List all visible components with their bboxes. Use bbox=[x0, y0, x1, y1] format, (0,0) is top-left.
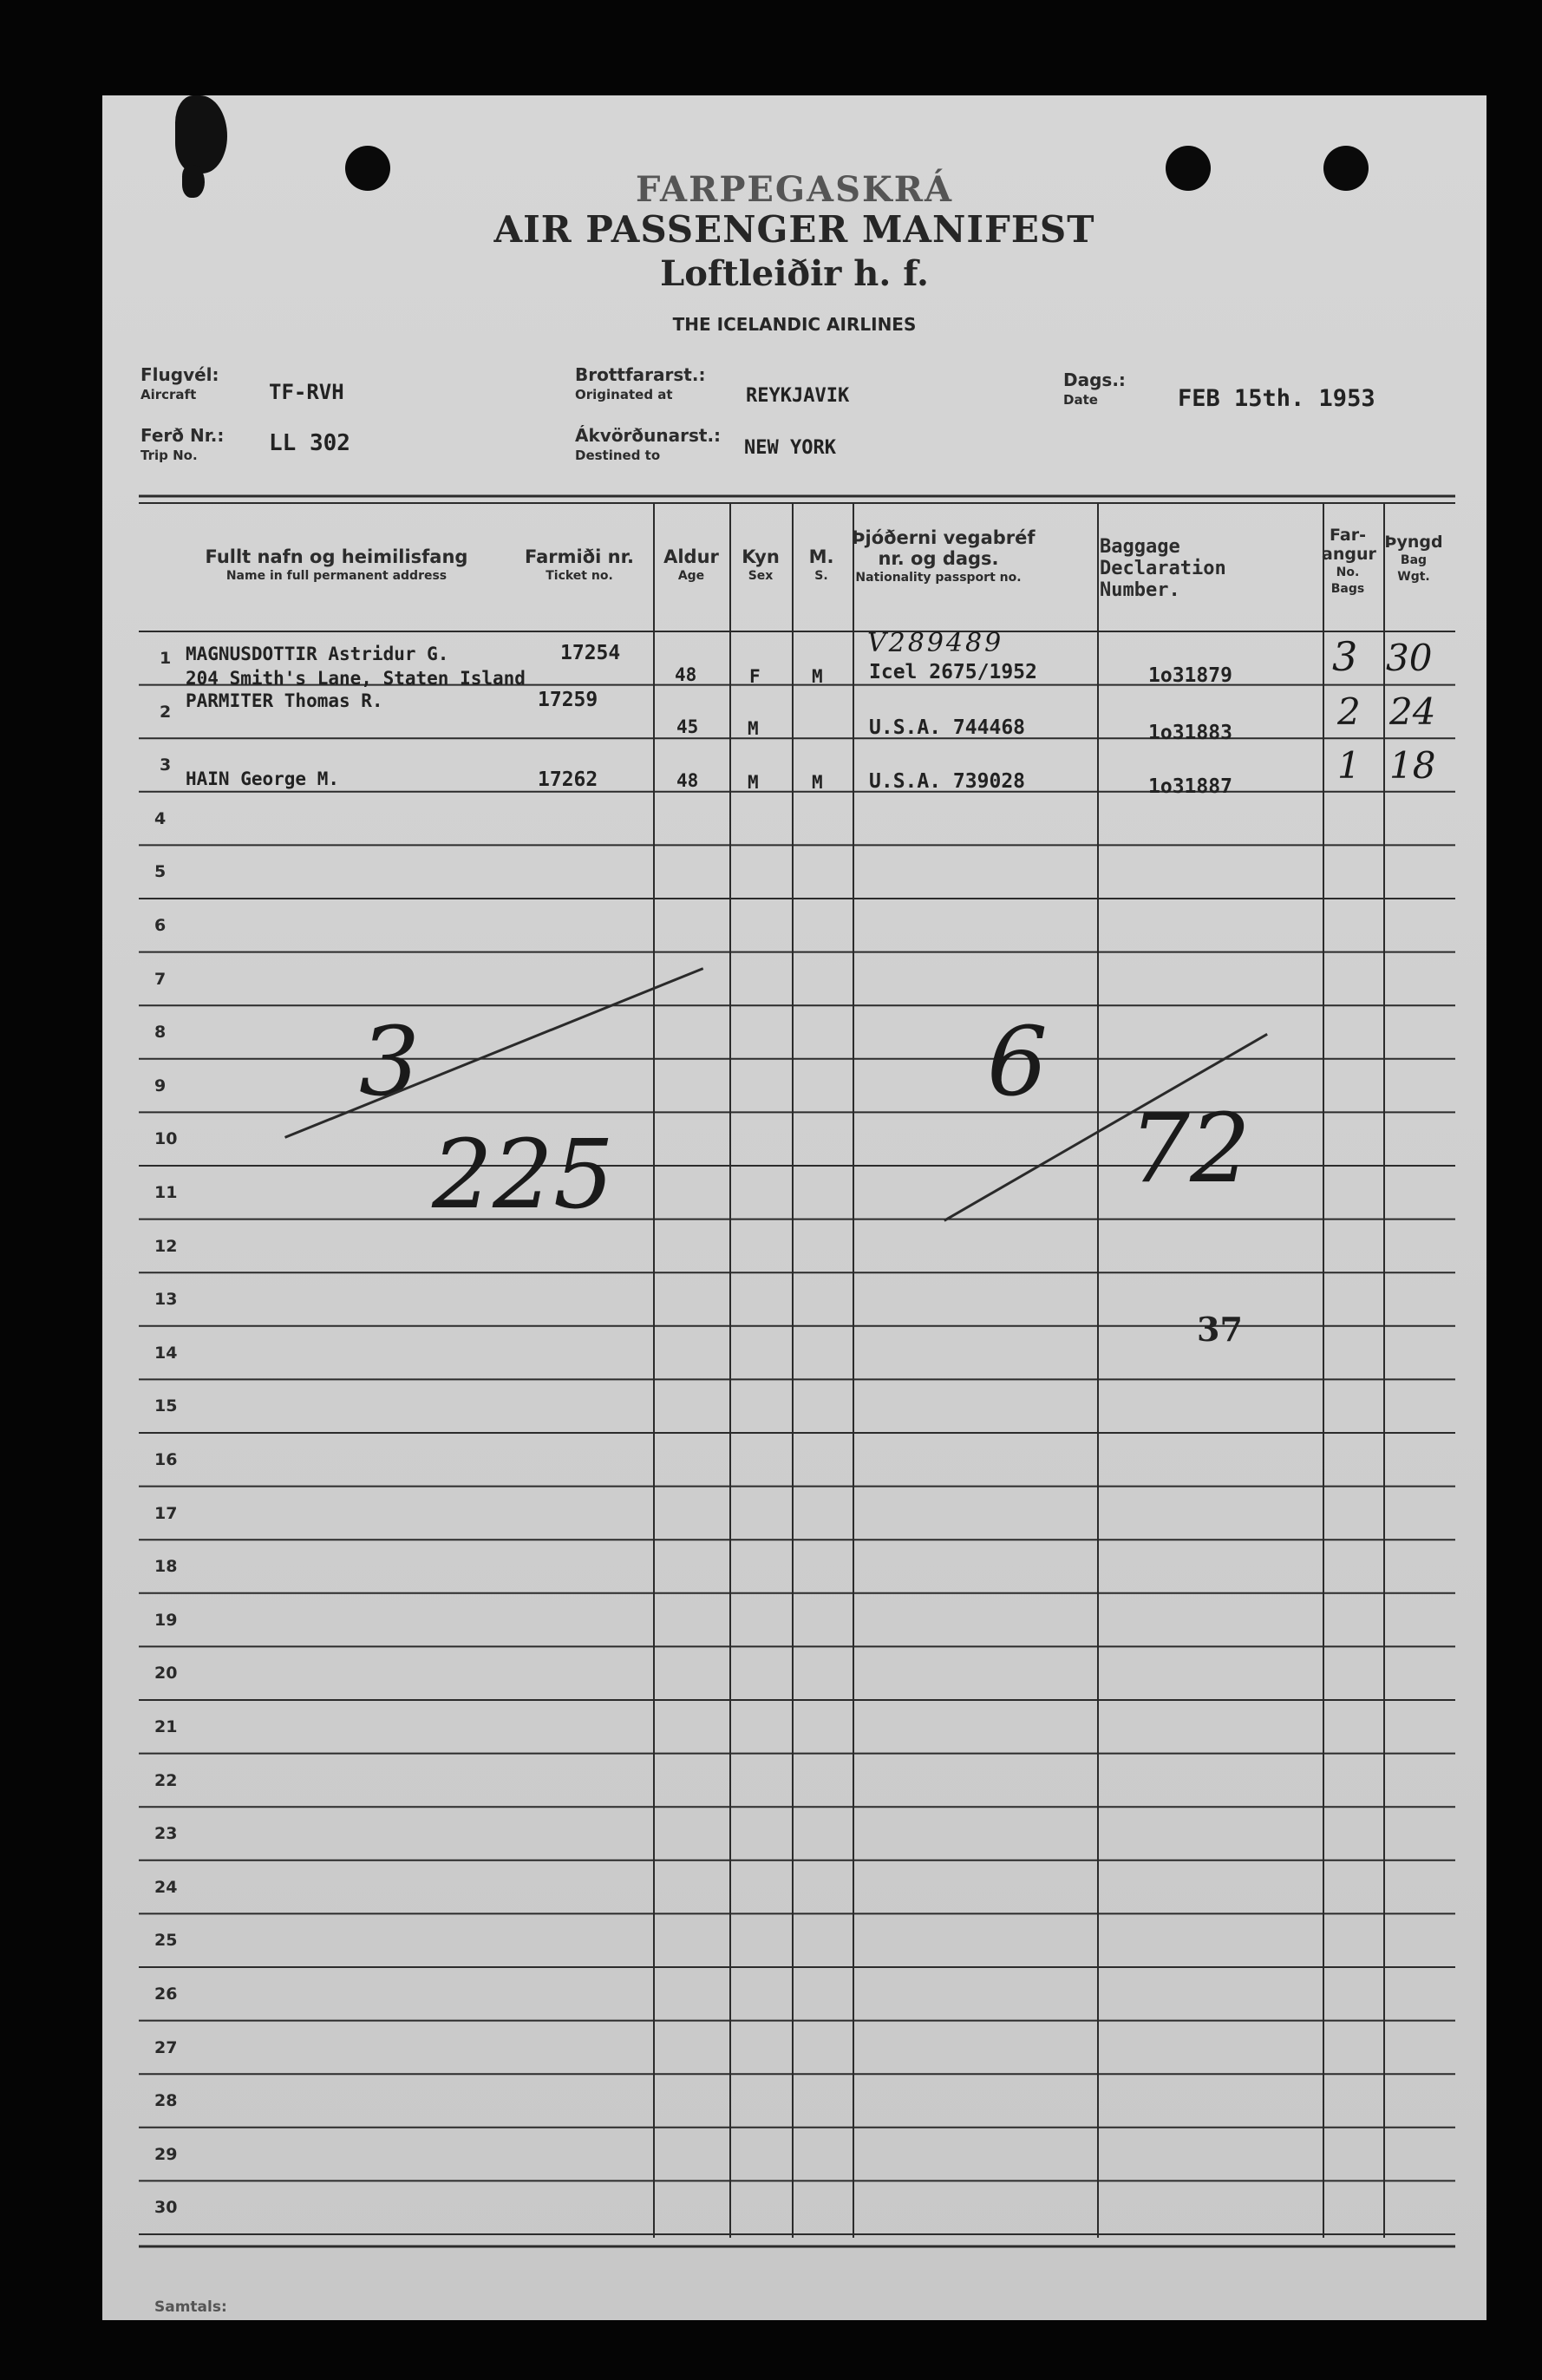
passenger-1-sex: F bbox=[749, 666, 761, 687]
row-number: 3 bbox=[160, 755, 172, 775]
page-stamp: 37 bbox=[1197, 1310, 1243, 1349]
col-header-ticket: Farmiði nr. Ticket no. bbox=[525, 546, 634, 583]
row-number: 17 bbox=[154, 1503, 178, 1523]
passenger-2-sex: M bbox=[748, 718, 759, 739]
passenger-2-weight: 24 bbox=[1389, 690, 1436, 733]
passenger-3-weight: 18 bbox=[1389, 744, 1436, 787]
origin-value: REYKJAVIK bbox=[746, 385, 850, 407]
row-number: 1 bbox=[160, 649, 172, 668]
row-number: 9 bbox=[154, 1076, 167, 1095]
passenger-2-name: PARMITER Thomas R. bbox=[186, 690, 383, 711]
passenger-1-name: MAGNUSDOTTIR Astridur G. bbox=[186, 644, 449, 664]
row-number: 25 bbox=[154, 1931, 178, 1951]
passenger-3-name: HAIN George M. bbox=[186, 768, 340, 789]
row-number: 21 bbox=[154, 1717, 178, 1736]
passenger-3-age: 48 bbox=[676, 770, 699, 791]
date-value: FEB 15th. 1953 bbox=[1178, 385, 1375, 412]
row-number: 15 bbox=[154, 1396, 178, 1416]
footer-label: Samtals: bbox=[154, 2298, 227, 2316]
trip-label: Ferð Nr.: Trip No. bbox=[140, 425, 225, 463]
passenger-1-passport-handwritten: V289489 bbox=[867, 628, 1004, 658]
col-header-bags: Far- angur No. Bags bbox=[1322, 526, 1376, 596]
tally-left-denominator: 225 bbox=[432, 1119, 614, 1230]
aircraft-label: Flugvél: Aircraft bbox=[140, 364, 219, 402]
airline-name: Loftleiðir h. f. bbox=[660, 253, 929, 294]
passenger-1-age: 48 bbox=[675, 664, 697, 685]
row-number: 16 bbox=[154, 1450, 178, 1469]
row-number: 6 bbox=[154, 916, 167, 935]
passenger-3-passport: U.S.A. 739028 bbox=[869, 770, 1026, 793]
aircraft-value: TF-RVH bbox=[269, 380, 344, 404]
passenger-3-bags: 1 bbox=[1337, 744, 1361, 787]
row-number: 22 bbox=[154, 1770, 178, 1790]
passenger-2-ticket: 17259 bbox=[538, 689, 598, 711]
destination-value: NEW YORK bbox=[744, 437, 836, 459]
manifest-title-is: FARPEGASKRÁ bbox=[635, 169, 954, 210]
tally-right-numerator: 6 bbox=[987, 1006, 1048, 1117]
row-number: 30 bbox=[154, 2198, 178, 2218]
row-number: 12 bbox=[154, 1236, 178, 1256]
manifest-grid bbox=[102, 95, 1486, 2320]
col-header-age: Aldur Age bbox=[663, 546, 719, 583]
col-header-nationality: Þjóðerni vegabréf nr. og dags. Nationality passport no. bbox=[852, 527, 1036, 585]
passenger-1-ticket: 17254 bbox=[560, 642, 621, 664]
col-header-baggage: Baggage Declaration Number. bbox=[1100, 536, 1226, 601]
row-number: 28 bbox=[154, 2091, 178, 2111]
manifest-sheet bbox=[102, 95, 1486, 2320]
row-number: 14 bbox=[154, 1343, 178, 1363]
destination-label: Ákvörðunarst.: Destined to bbox=[575, 425, 722, 463]
row-number: 2 bbox=[160, 702, 172, 722]
tally-left-numerator: 3 bbox=[359, 1006, 420, 1117]
passenger-2-bags: 2 bbox=[1337, 690, 1361, 733]
tally-right-denominator: 72 bbox=[1129, 1093, 1251, 1204]
origin-label: Brottfararst.: Originated at bbox=[575, 364, 706, 402]
passenger-1-passport: Icel 2675/1952 bbox=[869, 661, 1037, 683]
row-number: 4 bbox=[154, 808, 167, 828]
passenger-2-baggage-no: 1o31883 bbox=[1148, 722, 1232, 744]
passenger-3-marital: M bbox=[812, 772, 823, 793]
passenger-3-baggage-no: 1o31887 bbox=[1148, 775, 1232, 798]
row-number: 27 bbox=[154, 2037, 178, 2057]
row-number: 7 bbox=[154, 969, 167, 989]
row-number: 18 bbox=[154, 1557, 178, 1577]
col-header-sex: Kyn Sex bbox=[742, 546, 780, 583]
passenger-1-weight: 30 bbox=[1386, 637, 1433, 679]
row-number: 5 bbox=[154, 862, 167, 882]
passenger-2-age: 45 bbox=[676, 716, 699, 737]
trip-value: LL 302 bbox=[269, 430, 350, 456]
passenger-1-baggage-no: 1o31879 bbox=[1148, 664, 1232, 687]
col-header-name: Fullt nafn og heimilisfang Name in full permanent address bbox=[205, 546, 468, 583]
date-label: Dags.: Date bbox=[1063, 369, 1126, 408]
row-number: 20 bbox=[154, 1664, 178, 1684]
row-number: 26 bbox=[154, 1984, 178, 2004]
row-number: 10 bbox=[154, 1129, 178, 1149]
row-number: 13 bbox=[154, 1290, 178, 1310]
row-number: 24 bbox=[154, 1877, 178, 1897]
passenger-3-sex: M bbox=[748, 772, 759, 793]
passenger-1-bags: 3 bbox=[1332, 633, 1358, 680]
manifest-title-en: AIR PASSENGER MANIFEST bbox=[493, 208, 1095, 251]
airline-subtitle: THE ICELANDIC AIRLINES bbox=[672, 314, 917, 335]
col-header-marital: M. S. bbox=[808, 546, 834, 583]
passenger-2-passport: U.S.A. 744468 bbox=[869, 716, 1026, 739]
row-number: 19 bbox=[154, 1610, 178, 1630]
passenger-1-address: 204 Smith's Lane, Staten Island bbox=[186, 668, 526, 689]
row-number: 8 bbox=[154, 1023, 167, 1043]
passenger-1-marital: M bbox=[812, 666, 823, 687]
row-number: 11 bbox=[154, 1183, 178, 1202]
passenger-3-ticket: 17262 bbox=[538, 768, 598, 791]
row-number: 23 bbox=[154, 1824, 178, 1844]
col-header-weight: Þyngd Bag Wgt. bbox=[1384, 533, 1443, 584]
row-number: 29 bbox=[154, 2144, 178, 2164]
